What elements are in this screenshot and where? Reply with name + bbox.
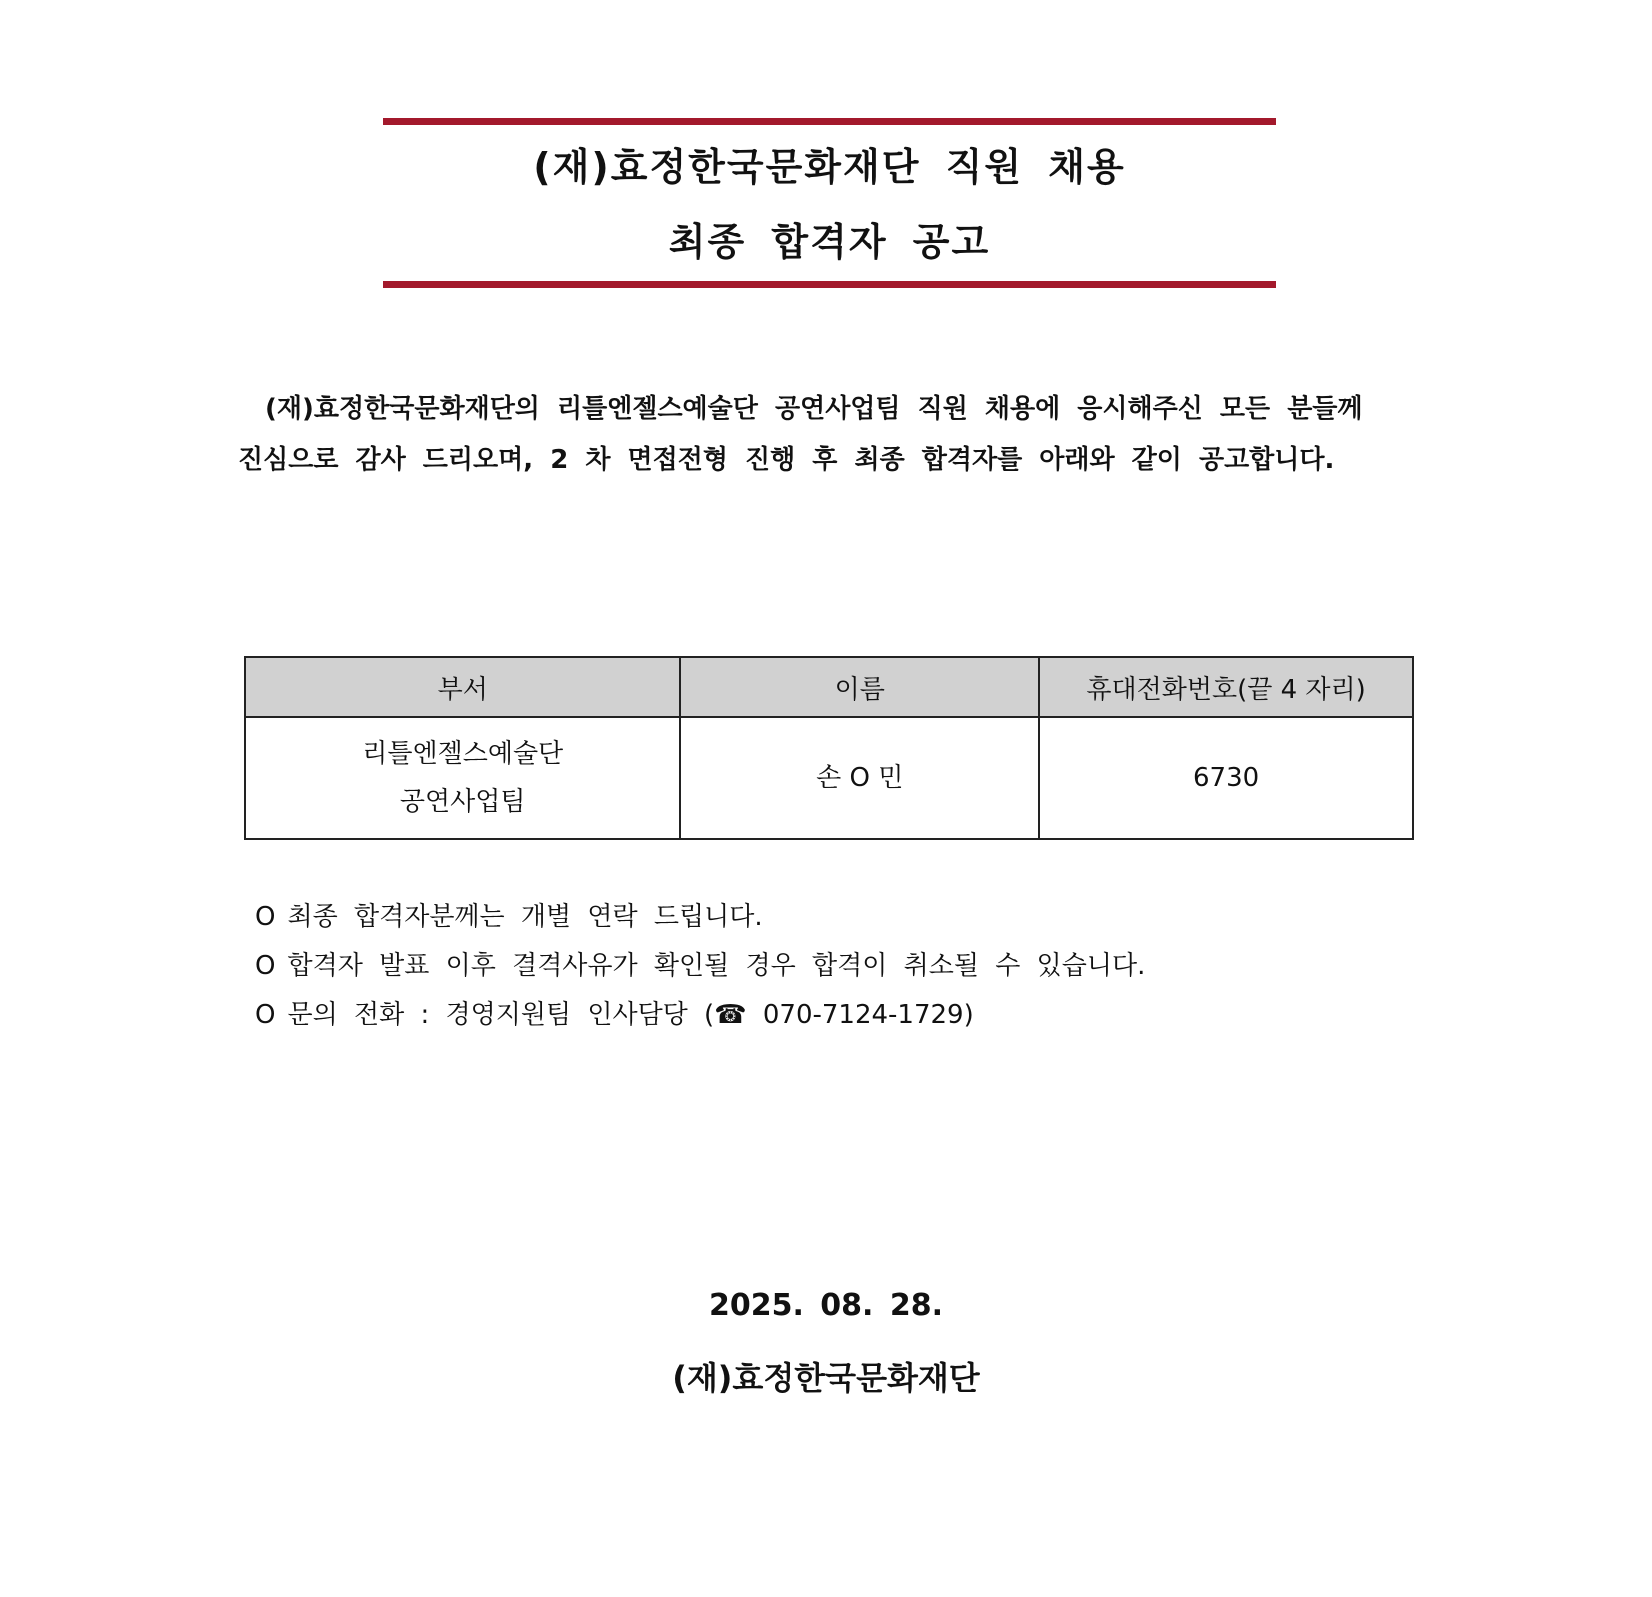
- column-header-name: 이름: [680, 657, 1039, 717]
- page-subtitle: 최종 합격자 공고: [668, 220, 991, 264]
- column-header-department: 부서: [245, 657, 680, 717]
- department-line-2: 공연사업팀: [399, 787, 526, 817]
- table-header-row: [245, 657, 1413, 717]
- page-title: (재)효정한국문화재단 직원 채용: [533, 145, 1126, 189]
- note-text: 합격자 발표 이후 결격사유가 확인될 경우 합격이 취소될 수 있습니다.: [287, 951, 1146, 981]
- result-table: [244, 656, 1414, 840]
- intro-line-1: (재)효정한국문화재단의 리틀엔젤스예술단 공연사업팀 직원 채용에 응시해주신 모든 분들께: [265, 394, 1363, 424]
- intro-line-2: 진심으로 감사 드리오며, 2 차 면접전형 진행 후 최종 합격자를 아래와 같이 공고합니다.: [238, 445, 1335, 475]
- note-item: [255, 893, 1145, 942]
- note-item: [255, 991, 1145, 1040]
- announcement-date: 2025. 08. 28.: [708, 1288, 944, 1323]
- cell-phone: 6730: [1039, 717, 1413, 839]
- table-row: [245, 717, 1413, 839]
- organization-name: (재)효정한국문화재단: [672, 1359, 980, 1397]
- cell-department: [245, 717, 680, 839]
- note-text: 문의 전화 : 경영지원팀 인사담당 (☎ 070-7124-1729): [287, 1000, 974, 1030]
- column-header-phone: 휴대전화번호(끝 4 자리): [1039, 657, 1413, 717]
- note-text: 최종 합격자분께는 개별 연락 드립니다.: [287, 902, 763, 932]
- note-item: [255, 942, 1145, 991]
- department-line-1: 리틀엔젤스예술단: [362, 739, 564, 769]
- title-rule-top: [383, 118, 1276, 125]
- bullet-marker: O: [255, 951, 276, 981]
- cell-name: 손 O 민: [680, 717, 1039, 839]
- bullet-marker: O: [255, 1000, 276, 1030]
- title-rule-bottom: [383, 281, 1276, 288]
- notes-list: [255, 893, 1145, 1040]
- bullet-marker: O: [255, 902, 276, 932]
